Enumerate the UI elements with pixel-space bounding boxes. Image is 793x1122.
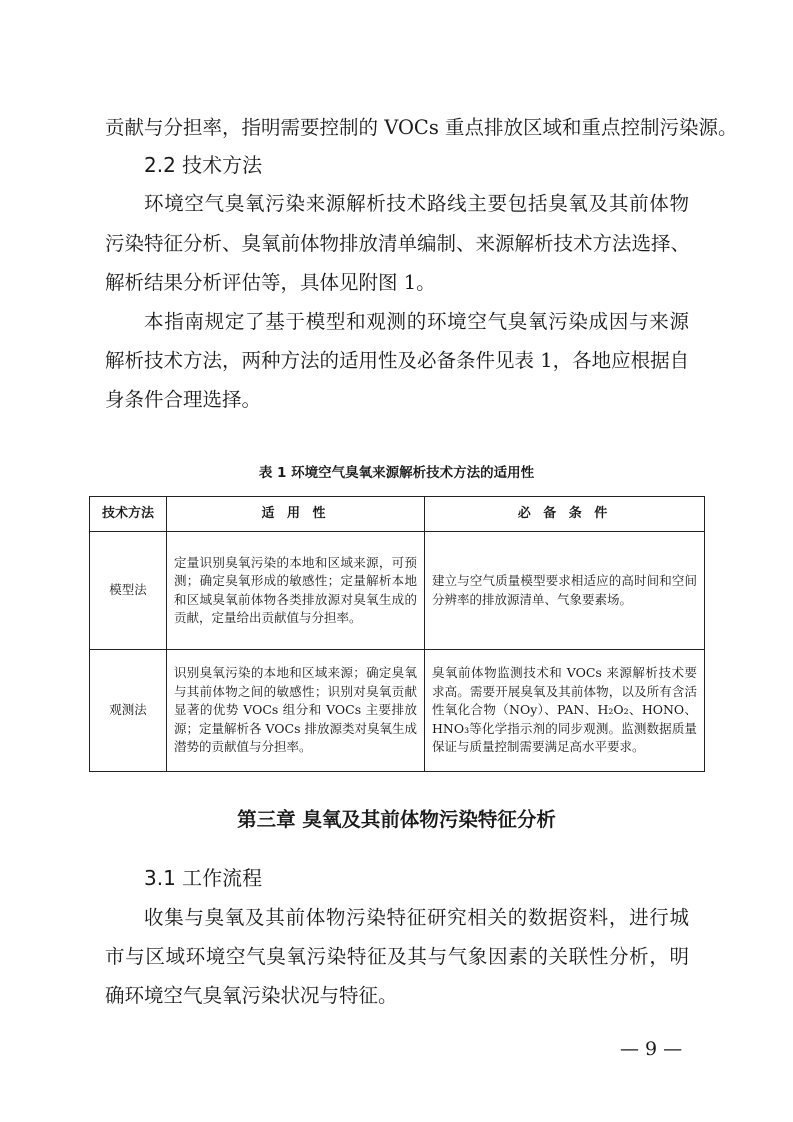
- body-text-line: 身条件合理选择。: [105, 388, 262, 411]
- requirements-cell: 建立与空气质量模型要求相适应的高时间和空间分辨率的排放源清单、气象要素场。: [425, 532, 705, 650]
- applicability-cell: 定量识别臭氧污染的本地和区域来源，可预测；确定臭氧形成的敏感性；定量解析本地和区域臭氧前体物各类排放源对臭氧生成的贡献，定量给出贡献值与分担率。: [167, 532, 425, 650]
- table-row: [90, 650, 705, 772]
- applicability-table: [89, 496, 705, 772]
- body-text-line: 贡献与分担率，指明需要控制的 VOCs 重点排放区域和重点控制污染源。: [105, 116, 738, 139]
- chapter-title: 第三章 臭氧及其前体物污染特征分析: [237, 808, 556, 831]
- table-row: [90, 532, 705, 650]
- body-text-line: 环境空气臭氧污染来源解析技术路线主要包括臭氧及其前体物: [144, 192, 689, 215]
- method-cell: 观测法: [90, 650, 167, 772]
- body-text-line: 确环境空气臭氧污染状况与特征。: [105, 984, 398, 1007]
- body-text-line: 解析结果分析评估等，具体见附图 1。: [105, 271, 436, 294]
- body-text-line: 市与区域环境空气臭氧污染特征及其与气象因素的关联性分析，明: [105, 945, 689, 968]
- table-header-row: [90, 497, 705, 532]
- column-header-applicability: 适 用 性: [167, 497, 425, 532]
- applicability-cell: 识别臭氧污染的本地和区域来源；确定臭氧与其前体物之间的敏感性；识别对臭氧贡献显著的优势 VOCs 组分和 VOCs 主要排放源；定量解析各 VOCs 排放源类对臭氧生成潜势的贡献值与分担率。: [167, 650, 425, 772]
- column-header-requirements: 必 备 条 件: [425, 497, 705, 532]
- page-number: — 9 —: [620, 1038, 683, 1060]
- body-text-line: 污染特征分析、臭氧前体物排放清单编制、来源解析技术方法选择、: [105, 232, 691, 255]
- method-cell: 模型法: [90, 532, 167, 650]
- section-heading-3-1: 3.1 工作流程: [144, 866, 263, 890]
- requirements-cell: 臭氧前体物监测技术和 VOCs 来源解析技术要求高。需要开展臭氧及其前体物，以及所有含活性氧化合物（NOy）、PAN、H₂O₂、HONO、HNO₃等化学指示剂的同步观测。监测数据质量保证与质量控制需要满足高水平要求。: [425, 650, 705, 772]
- body-text-line: 收集与臭氧及其前体物污染特征研究相关的数据资料，进行城: [144, 906, 689, 929]
- table-title: 表 1 环境空气臭氧来源解析技术方法的适用性: [258, 465, 535, 481]
- body-text-line: 解析技术方法，两种方法的适用性及必备条件见表 1，各地应根据自: [105, 349, 690, 372]
- column-header-method: 技术方法: [90, 497, 167, 532]
- section-heading-2-2: 2.2 技术方法: [144, 153, 263, 177]
- body-text-line: 本指南规定了基于模型和观测的环境空气臭氧污染成因与来源: [144, 310, 689, 333]
